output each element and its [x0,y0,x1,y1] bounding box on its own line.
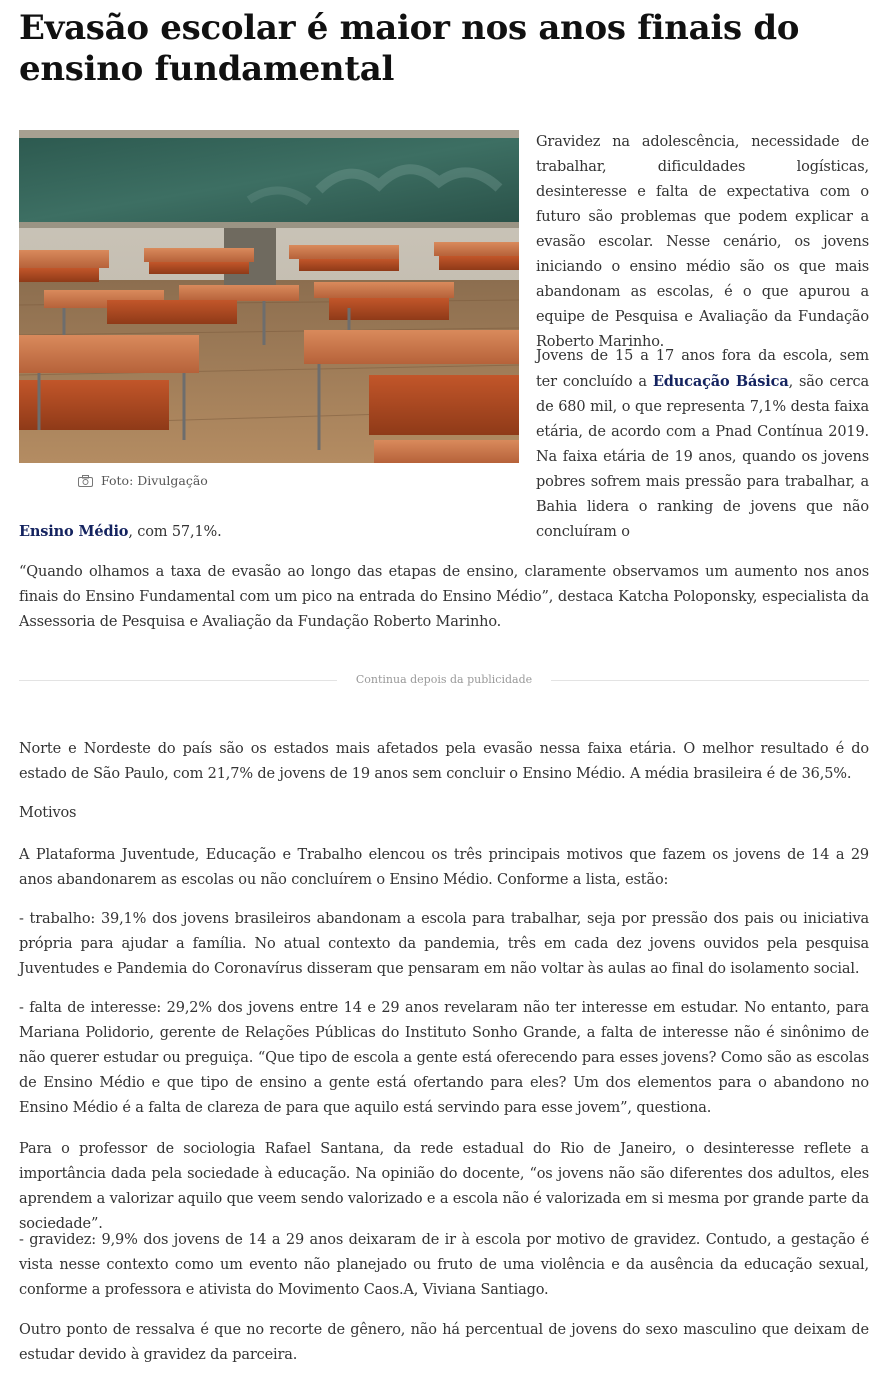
camera-icon [78,473,101,488]
paragraph-trabalho: - trabalho: 39,1% dos jovens brasileiros abandonam a escola para trabalhar, seja por pressão dos pais ou iniciativa própria para ajudar a família. No atual contexto da pandemia, três em cada dez jovens ouvidos pela pesquisa Juventudes e Pandemia do Coronavírus disseram que pensaram em não voltar às aulas ao final do isolamento social. [19,911,869,977]
image-caption [78,472,208,490]
article-image [19,130,519,463]
paragraph-jovens [536,344,869,545]
link-ensino-medio[interactable]: Ensino Médio [19,523,129,540]
classroom-photo [19,130,519,463]
intro-paragraph: Gravidez na adolescência, necessidade de trabalhar, dificuldades logísticas, desinteresse e falta de expectativa com o futuro são problemas que podem explicar a evasão escolar. Nesse cenário, os jovens iniciando o ensino médio são os que mais abandonam as escolas, é o que apurou a equipe de Pesquisa e Avaliação da Fundação Roberto Marinho. [536,134,869,350]
article-title: Evasão escolar é maior nos anos finais do ensino fundamental [19,8,800,89]
paragraph-jovens-end [19,519,869,545]
ad-label: Continua depois da publicidade [355,673,533,686]
quote-paragraph: “Quando olhamos a taxa de evasão ao longo das etapas de ensino, claramente observamos um aumento nos anos finais do Ensino Fundamental com um pico na entrada do Ensino Médio”, destaca Katcha Poloponsky, especialista da Assessoria de Pesquisa e Avaliação da Fundação Roberto Marinho. [19,564,869,630]
section-subhead: Motivos [19,805,77,821]
link-educacao-basica[interactable]: Educação Básica [652,373,789,390]
paragraph-ressalva: Outro ponto de ressalva é que no recorte de gênero, não há percentual de jovens do sexo masculino que deixam de estudar devido à gravidez da parceira. [19,1322,869,1363]
paragraph-plataforma: A Plataforma Juventude, Educação e Trabalho elencou os três principais motivos que fazem os jovens de 14 a 29 anos abandonarem as escolas ou não concluírem o Ensino Médio. Conforme a lista, estão: [19,847,869,888]
caption-text: Foto: Divulgação [101,473,208,488]
ad-divider-right [551,680,869,681]
paragraph-jovens-text-2: , são cerca de 680 mil, o que representa 7,1% desta faixa etária, de acordo com a Pnad Contínua 2019. Na faixa etária de 19 anos, quando os jovens pobres sofrem mais pressão para trabalhar, a Bahia lidera o ranking de jovens que não concluíram o [536,374,869,540]
paragraph-falta-interesse: - falta de interesse: 29,2% dos jovens entre 14 e 29 anos revelaram não ter interesse em estudar. No entanto, para Mariana Polidorio, gerente de Relações Públicas do Instituto Sonho Grande, a falta de interesse não é sinônimo de não querer estudar ou preguiça. “Que tipo de escola a gente está oferecendo para esses jovens? Como são as escolas de Ensino Médio e que tipo de ensino a gente está ofertando para eles? Um dos elementos para o abandono no Ensino Médio é a falta de clareza de para que aquilo está servindo para esse jovem”, questiona. [19,1000,869,1116]
paragraph-rafael-santana: Para o professor de sociologia Rafael Santana, da rede estadual do Rio de Janeiro, o desinteresse reflete a importância dada pela sociedade à educação. Na opinião do docente, “os jovens não são diferentes dos adultos, eles aprendem a valorizar aquilo que veem sendo valorizado e a escola não é valorizada em si mesma por grande parte da sociedade”. [19,1141,869,1232]
ad-divider-left [19,680,337,681]
paragraph-jovens-tail: , com 57,1%. [128,524,222,540]
paragraph-jovens-text: Jovens de 15 a 17 anos fora da escola, sem ter concluído a [536,348,869,390]
paragraph-gravidez: - gravidez: 9,9% dos jovens de 14 a 29 anos deixaram de ir à escola por motivo de gravidez. Contudo, a gestação é vista nesse contexto como um evento não planejado ou fruto de uma violência e da ausência da educação sexual, conforme a professora e ativista do Movimento Caos.A, Viviana Santiago. [19,1232,869,1298]
paragraph-norte-nordeste: Norte e Nordeste do país são os estados mais afetados pela evasão nessa faixa etária. O melhor resultado é do estado de São Paulo, com 21,7% de jovens de 19 anos sem concluir o Ensino Médio. A média brasileira é de 36,5%. [19,741,869,782]
